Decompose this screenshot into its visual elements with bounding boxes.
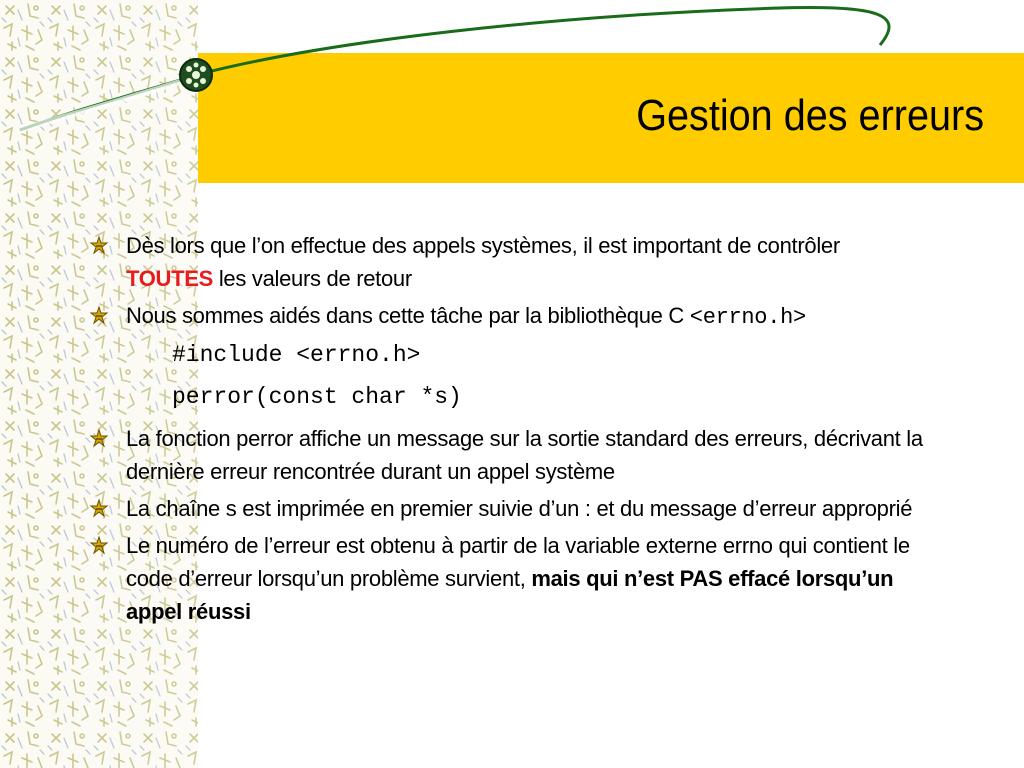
bullet-5-bold: mais qui n’est PAS effacé lorsqu’un appel réussi (126, 566, 894, 624)
bullet-2-code: <errno.h> (689, 305, 806, 330)
slide-title: Gestion des erreurs (636, 91, 984, 140)
bullet-item-2 (88, 299, 928, 334)
bullet-1-text-end: les valeurs de retour (213, 266, 412, 291)
bullet-3-text: La fonction perror affiche un message sur la sortie standard des erreurs, décrivant la dernière erreur rencontrée durant un appel système (126, 426, 923, 484)
bullet-4-text: La chaîne s est imprimée en premier suivie d’un : et du message d’erreur approprié (126, 496, 913, 521)
code-line-2: perror(const char *s) (172, 384, 462, 410)
bullet-2-text: Nous sommes aidés dans cette tâche par la bibliothèque C (126, 303, 690, 328)
bullet-item-5 (88, 529, 928, 628)
star-bullet-icon (88, 534, 110, 556)
bullet-1-emphasis: TOUTES (126, 266, 214, 291)
star-bullet-icon (88, 234, 110, 256)
bullet-1-text: Dès lors que l’on effectue des appels systèmes, il est important de contrôler (126, 233, 840, 258)
star-bullet-icon (88, 427, 110, 449)
star-bullet-icon (88, 304, 110, 326)
bullet-5-text: Le numéro de l’erreur est obtenu à partir de la variable externe errno qui contient le code d’erreur lorsqu’un problème survient, (126, 533, 910, 591)
code-line-1: #include <errno.h> (172, 342, 421, 368)
bullet-item-1 (88, 229, 928, 295)
bullet-item-4 (88, 492, 928, 525)
star-bullet-icon (88, 497, 110, 519)
bullet-item-3 (88, 422, 928, 488)
slide-content (88, 229, 928, 628)
